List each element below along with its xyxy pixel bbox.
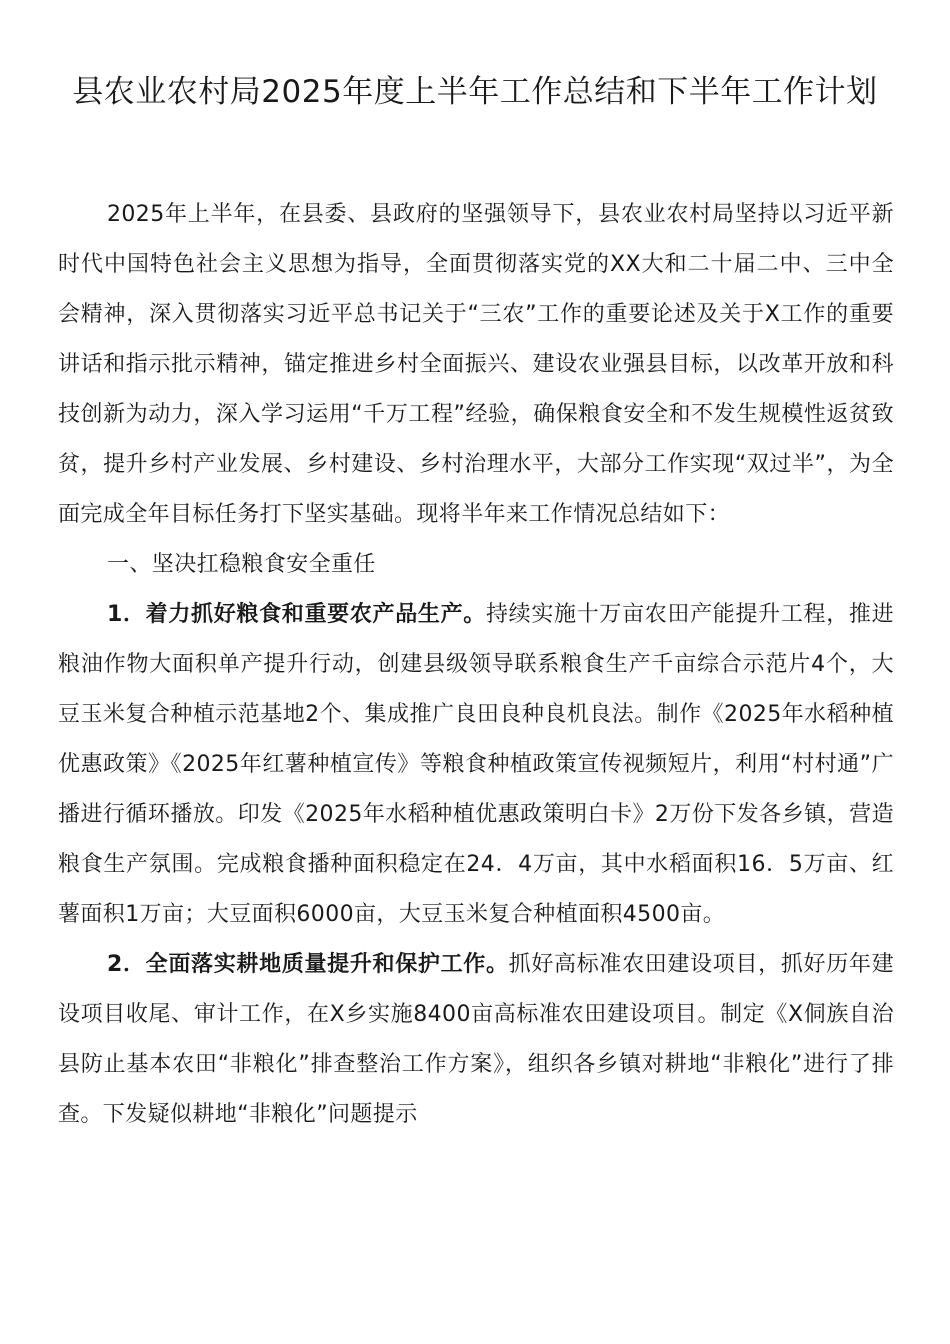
- paragraph-text: 抓好高标准农田建设项目，抓好历年建设项目收尾、审计工作，在X乡实施8400亩高标准农田建设项目。制定《X侗族自治县防止基本农田“非粮化”排查整治工作方案》，组织各乡镇对耕地“非粮化”进行了排查。下发疑似耕地“非粮化”问题提示: [58, 952, 894, 1127]
- paragraph-text: 2025年上半年，在县委、县政府的坚强领导下，县农业农村局坚持以习近平新时代中国特色社会主义思想为指导，全面贯彻落实党的XX大和二十届二中、三中全会精神，深入贯彻落实习近平总书记关于“三农”工作的重要论述及关于X工作的重要讲话和指示批示精神，锚定推进乡村全面振兴、建设农业强县目标，以改革开放和科技创新为动力，深入学习运用“千万工程”经验，确保粮食安全和不发生规模性返贫致贫，提升乡村产业发展、乡村建设、乡村治理水平，大部分工作实现“双过半”，为全面完成全年目标任务打下坚实基础。现将半年来工作情况总结如下：: [58, 202, 894, 527]
- intro-paragraph: [58, 190, 894, 540]
- section-heading: [58, 540, 894, 590]
- paragraph-text: 持续实施十万亩农田产能提升工程，推进粮油作物大面积单产提升行动，创建县级领导联系粮食生产千亩综合示范片4个，大豆玉米复合种植示范基地2个、集成推广良田良种良机良法。制作《2025年水稻种植优惠政策》《2025年红薯种植宣传》等粮食种植政策宣传视频短片，利用“村村通”广播进行循环播放。印发《2025年水稻种植优惠政策明白卡》2万份下发各乡镇，营造粮食生产氛围。完成粮食播种面积稳定在24．4万亩，其中水稻面积16．5万亩、红薯面积1万亩；大豆面积6000亩，大豆玉米复合种植面积4500亩。: [58, 602, 894, 927]
- item-paragraph: [58, 940, 894, 1140]
- paragraph-text: 一、坚决扛稳粮食安全重任: [107, 552, 376, 577]
- item-paragraph: [58, 590, 894, 940]
- item-heading: 2．全面落实耕地质量提升和保护工作。: [107, 952, 509, 977]
- page-title: 县农业农村局2025年度上半年工作总结和下半年工作计划: [72, 74, 878, 110]
- document-body: [58, 190, 894, 1140]
- item-heading: 1．着力抓好粮食和重要农产品生产。: [107, 602, 486, 627]
